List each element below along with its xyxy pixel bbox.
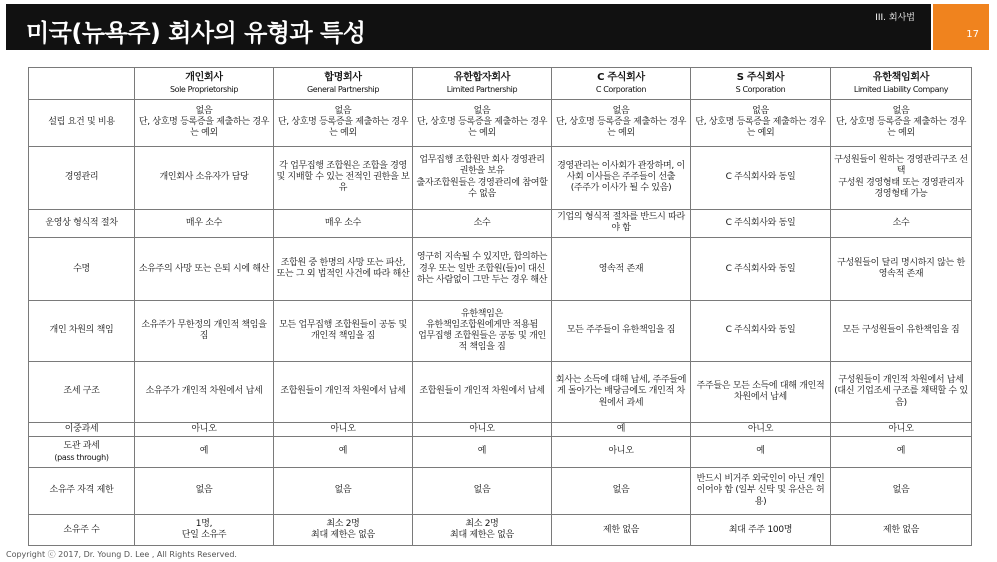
table-cell: 개인회사 소유자가 담당 [135,146,274,209]
table-cell: 아니오 [274,423,413,437]
row-label: 소유주 자격 제한 [29,467,135,515]
header-row [29,68,972,100]
row-label-sub: (pass through) [54,452,109,462]
table-cell: 예 [831,437,972,467]
table-cell: C 주식회사와 동일 [691,209,831,237]
column-header: S 주식회사 S Corporation [691,68,831,100]
table-cell: 예 [274,437,413,467]
row-label-main: 도관 과세 [63,441,100,452]
row-label: 이중과세 [29,423,135,437]
table-cell: 각 업무집행 조합원은 조합을 경영 및 지배할 수 있는 전적인 권한을 보유 [274,146,413,209]
column-header: 개인회사 Sole Proprietorship [135,68,274,100]
table-cell: 구성원들이 개인적 차원에서 납세 (대신 기업조세 구조를 채택할 수 있음) [831,362,972,423]
table-cell: 주주들은 모든 소득에 대해 개인적 차원에서 납세 [691,362,831,423]
table-cell: 없음 [552,467,691,515]
table-cell: C 주식회사와 동일 [691,238,831,301]
table-row [29,209,972,237]
table-cell: 구성원들이 달리 명시하지 않는 한 영속적 존재 [831,238,972,301]
table-cell: 모든 업무집행 조합원들이 공동 및 개인적 책임을 짐 [274,301,413,362]
table-cell: 없음 단, 상호명 등록증을 제출하는 경우는 예외 [135,100,274,147]
table-cell: 없음 [413,467,552,515]
table-cell: 반드시 비거주 외국인이 아닌 개인이어야 함 (일부 신탁 및 유산은 허용) [691,467,831,515]
table-cell: 소수 [413,209,552,237]
table-row [29,467,972,515]
table-cell: 최대 주주 100명 [691,515,831,546]
table-cell: 영속적 존재 [552,238,691,301]
page-title: 미국(뉴욕주) 회사의 유형과 특성 [26,19,366,47]
column-header: 유한책임회사 Limited Liability Company [831,68,972,100]
table-cell: 없음 단, 상호명 등록증을 제출하는 경우는 예외 [413,100,552,147]
table-cell: 기업의 형식적 절차를 반드시 따라야 함 [552,209,691,237]
row-label: 조세 구조 [29,362,135,423]
copyright-footer: Copyright ⓒ 2017, Dr. Young D. Lee , All Rights Reserved. [6,550,237,559]
table-cell: 매우 소수 [135,209,274,237]
column-header: 합명회사 General Partnership [274,68,413,100]
column-header: C 주식회사 C Corporation [552,68,691,100]
table-cell: 없음 [274,467,413,515]
table-row [29,362,972,423]
table-cell: 아니오 [413,423,552,437]
table-row [29,301,972,362]
table-row [29,238,972,301]
table-cell: 없음 [831,467,972,515]
table-cell: 조합원들이 개인적 차원에서 납세 [274,362,413,423]
table-cell: 유한책임은 유한책임조합원에게만 적용됨 업무집행 조합원들은 공동 및 개인적 책임을 짐 [413,301,552,362]
row-label: 경영관리 [29,146,135,209]
page-number: 17 [966,29,979,40]
table-cell: 아니오 [831,423,972,437]
table-cell: 모든 구성원들이 유한책임을 짐 [831,301,972,362]
table-cell: 모든 주주들이 유한책임을 짐 [552,301,691,362]
table-cell: C 주식회사와 동일 [691,301,831,362]
table-cell: 1명, 단일 소유주 [135,515,274,546]
table-cell: 최소 2명 최대 제한은 없음 [274,515,413,546]
table-cell: C 주식회사와 동일 [691,146,831,209]
row-label: 운영상 형식적 절차 [29,209,135,237]
table-cell: 소유주가 무한정의 개인적 책임을 짐 [135,301,274,362]
table-cell: 아니오 [691,423,831,437]
table-row [29,146,972,209]
table-cell: 구성원들이 원하는 경영관리구조 선택 구성원 경영형태 또는 경영관리자 경영형태 가능 [831,146,972,209]
title-bar [6,4,931,50]
table-cell: 없음 단, 상호명 등록증을 제출하는 경우는 예외 [831,100,972,147]
company-types-table [28,67,972,546]
table-cell: 없음 [135,467,274,515]
table-cell: 없음 단, 상호명 등록증을 제출하는 경우는 예외 [274,100,413,147]
table-cell: 최소 2명 최대 제한은 없음 [413,515,552,546]
table-cell: 아니오 [552,437,691,467]
table-row [29,515,972,546]
row-label: 소유주 수 [29,515,135,546]
table-row [29,100,972,147]
table-cell: 조합원들이 개인적 차원에서 납세 [413,362,552,423]
row-label: 수명 [29,238,135,301]
table-cell: 예 [552,423,691,437]
table-cell: 없음 단, 상호명 등록증을 제출하는 경우는 예외 [552,100,691,147]
table-cell: 제한 없음 [831,515,972,546]
table-cell: 소유주가 개인적 차원에서 납세 [135,362,274,423]
table-cell: 영구히 지속될 수 있지만, 합의하는 경우 또는 일반 조합원(들)이 대신하는 사람없이 그만 두는 경우 해산 [413,238,552,301]
table-cell: 없음 단, 상호명 등록증을 제출하는 경우는 예외 [691,100,831,147]
table-row [29,423,972,437]
table-cell: 제한 없음 [552,515,691,546]
table-cell: 예 [691,437,831,467]
table-cell: 예 [413,437,552,467]
corner-cell [29,68,135,100]
table-cell: 회사는 소득에 대해 납세, 주주들에게 돌아가는 배당금에도 개인적 차원에서 과세 [552,362,691,423]
column-header: 유한합자회사 Limited Partnership [413,68,552,100]
page-number-badge [933,4,989,50]
section-label: III. 회사법 [875,13,915,23]
table-cell: 업무집행 조합원만 회사 경영관리 권한을 보유 출자조합원들은 경영관리에 참여할 수 없음 [413,146,552,209]
table-cell: 소유주의 사망 또는 은퇴 시에 해산 [135,238,274,301]
row-label: 설립 요건 및 비용 [29,100,135,147]
table-cell: 경영관리는 이사회가 관장하며, 이사회 이사들은 주주들이 선출 (주주가 이사가 될 수 있음) [552,146,691,209]
table-cell: 조합원 중 한명의 사망 또는 파산, 또는 그 외 법적인 사건에 따라 해산 [274,238,413,301]
table-cell: 소수 [831,209,972,237]
table-cell: 매우 소수 [274,209,413,237]
table-row [29,437,972,467]
table-cell: 예 [135,437,274,467]
row-label: 개인 차원의 책임 [29,301,135,362]
table-cell: 아니오 [135,423,274,437]
row-label [29,437,135,467]
